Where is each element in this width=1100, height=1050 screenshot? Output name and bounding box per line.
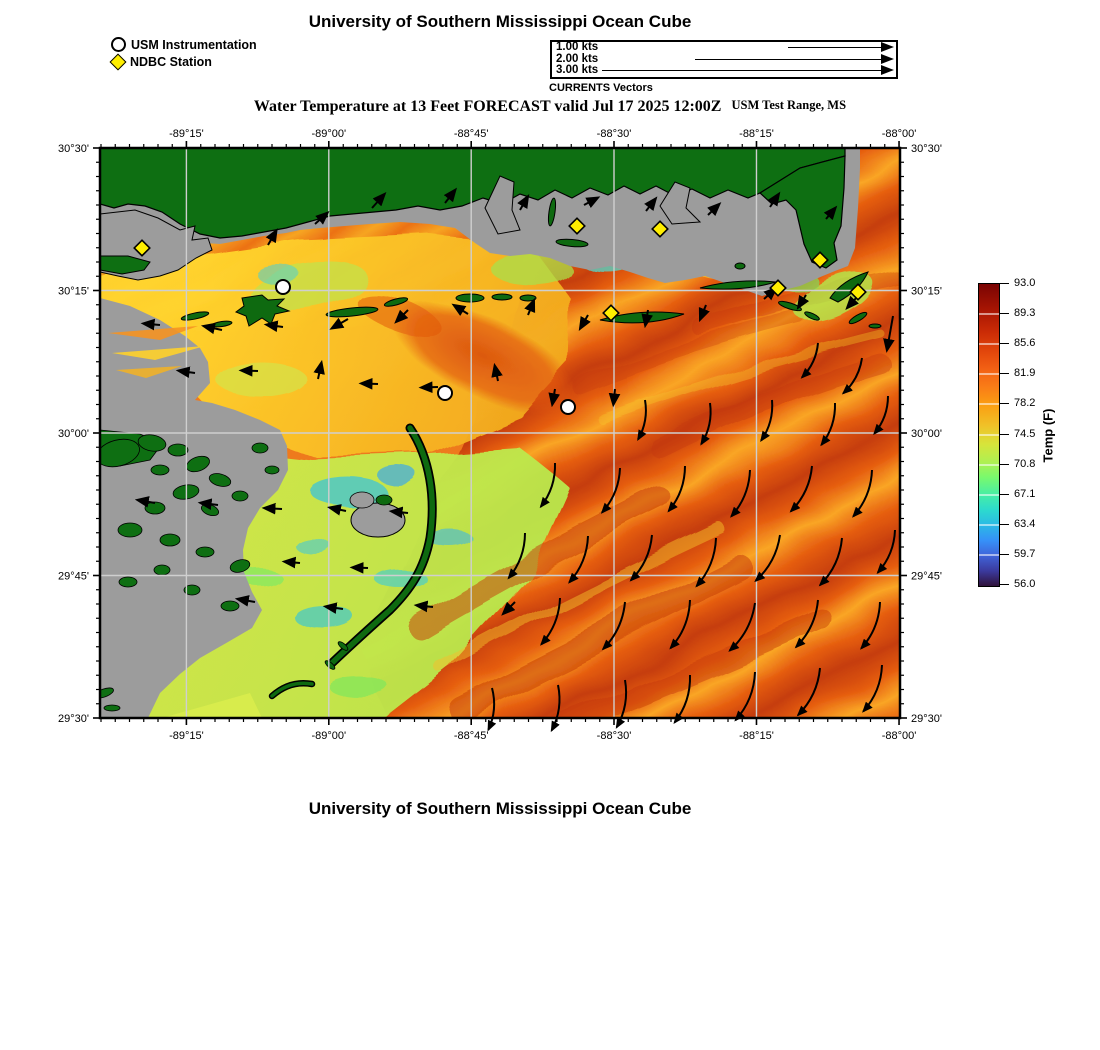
currents-scale-line <box>788 47 888 48</box>
arrowhead-icon <box>881 54 894 64</box>
currents-scale-row <box>552 65 896 77</box>
colorbar-gridline <box>979 313 999 315</box>
current-arrow <box>265 508 282 509</box>
colorbar-gridline <box>979 434 999 436</box>
current-arrow <box>285 562 300 563</box>
colorbar-axis-label <box>1036 283 1060 587</box>
colorbar-gridline <box>979 554 999 556</box>
colorbar-gridline <box>979 343 999 345</box>
y-axis-tick-label: 30°15' <box>911 285 942 298</box>
colorbar-tick-label: 89.3 <box>1014 307 1036 320</box>
x-axis-tick-label: -89°00' <box>311 730 347 742</box>
legend-row-usm <box>111 36 257 53</box>
subtitle-region: USM Test Range, MS <box>731 98 847 112</box>
y-axis-tick-label: 29°45' <box>911 570 942 583</box>
colorbar-gridline <box>979 403 999 405</box>
colorbar-tick-label: 67.1 <box>1014 487 1036 500</box>
usm-instrumentation-marker <box>276 280 290 294</box>
current-arrow <box>362 383 378 384</box>
colorbar-tick-label: 63.4 <box>1014 517 1036 530</box>
colorbar-tick <box>1000 343 1009 344</box>
currents-caption: CURRENTS Vectors <box>549 82 653 94</box>
arrowhead-icon <box>881 42 894 52</box>
colorbar-tick <box>1000 494 1009 495</box>
subtitle-main: Water Temperature at 13 Feet FORECAST valid Jul 17 2025 12:00Z <box>253 98 722 115</box>
currents-scale-label: 2.00 kts <box>556 52 599 65</box>
current-arrow <box>144 324 160 325</box>
colorbar-gridline <box>979 464 999 466</box>
page-title: University of Southern Mississippi Ocean Cube <box>308 12 692 31</box>
y-axis-tick-label: 29°30' <box>911 713 942 725</box>
temperature-colorbar <box>978 283 1000 587</box>
x-axis-tick-label: -88°45' <box>453 730 489 742</box>
current-arrow <box>422 387 438 388</box>
colorbar-tick-label: 56.0 <box>1014 578 1036 590</box>
y-axis-tick-label: 29°30' <box>58 713 89 725</box>
x-axis-tick-label: -88°45' <box>453 128 489 140</box>
colorbar-gridline <box>979 373 999 375</box>
currents-scale-legend <box>550 40 898 79</box>
colorbar-tick-label: 78.2 <box>1014 397 1036 410</box>
footer-title: University of Southern Mississippi Ocean Cube <box>308 799 692 818</box>
x-axis-tick-label: -89°15' <box>169 730 204 742</box>
currents-scale-row <box>552 42 896 54</box>
y-axis-tick-label: 30°00' <box>58 428 89 440</box>
colorbar-tick-label: 59.7 <box>1014 547 1036 560</box>
colorbar-gridline <box>979 524 999 526</box>
y-axis-tick-label: 30°15' <box>58 285 89 298</box>
legend-label: USM Instrumentation <box>131 37 257 52</box>
colorbar-gridline <box>979 494 999 496</box>
y-axis-tick-label: 30°00' <box>911 428 942 440</box>
colorbar-axis-label-text: Temp (F) <box>1040 408 1056 462</box>
colorbar-tick-label: 70.8 <box>1014 457 1036 470</box>
current-arrow <box>353 567 368 568</box>
x-axis-tick-label: -88°00' <box>881 730 917 742</box>
colorbar-tick <box>1000 554 1009 555</box>
x-axis-tick-label: -88°30' <box>596 730 632 742</box>
colorbar-tick <box>1000 464 1009 465</box>
colorbar-tick <box>1000 584 1009 585</box>
currents-scale-label: 1.00 kts <box>556 41 599 53</box>
usm-instrumentation-marker <box>438 386 452 400</box>
currents-scale-row <box>552 54 896 66</box>
colorbar-tick-label: 74.5 <box>1014 427 1036 440</box>
arrowhead-icon <box>881 65 894 75</box>
legend-label: NDBC Station <box>130 54 212 69</box>
colorbar-tick <box>1000 283 1009 284</box>
colorbar-tick <box>1000 403 1009 404</box>
currents-scale-line <box>695 59 888 60</box>
currents-scale-line <box>602 70 888 71</box>
colorbar-tick <box>1000 313 1009 314</box>
x-axis-tick-label: -89°15' <box>169 128 204 140</box>
colorbar-tick <box>1000 434 1009 435</box>
colorbar-tick-label: 85.6 <box>1014 337 1036 350</box>
map-plot <box>40 108 960 788</box>
usm-instrumentation-icon <box>111 37 126 52</box>
colorbar-tick-label: 81.9 <box>1014 367 1036 380</box>
x-axis-tick-label: -88°00' <box>881 128 917 140</box>
colorbar-tick-label: 93.0 <box>1014 277 1036 289</box>
map-art <box>80 128 940 748</box>
y-axis-tick-label: 30°30' <box>911 143 942 155</box>
y-axis-tick-label: 30°30' <box>58 143 89 155</box>
current-arrow <box>242 370 258 371</box>
usm-instrumentation-marker <box>561 400 575 414</box>
currents-scale-label: 3.00 kts <box>556 64 599 77</box>
x-axis-tick-label: -88°30' <box>596 128 632 140</box>
legend-row-ndbc <box>111 53 257 70</box>
colorbar-tick <box>1000 524 1009 525</box>
ndbc-station-icon <box>110 53 127 70</box>
x-axis-tick-label: -89°00' <box>311 128 347 140</box>
x-axis-tick-label: -88°15' <box>739 128 774 140</box>
x-axis-tick-label: -88°15' <box>739 730 774 742</box>
marker-legend <box>111 36 257 70</box>
y-axis-tick-label: 29°45' <box>58 570 89 583</box>
colorbar-tick <box>1000 373 1009 374</box>
